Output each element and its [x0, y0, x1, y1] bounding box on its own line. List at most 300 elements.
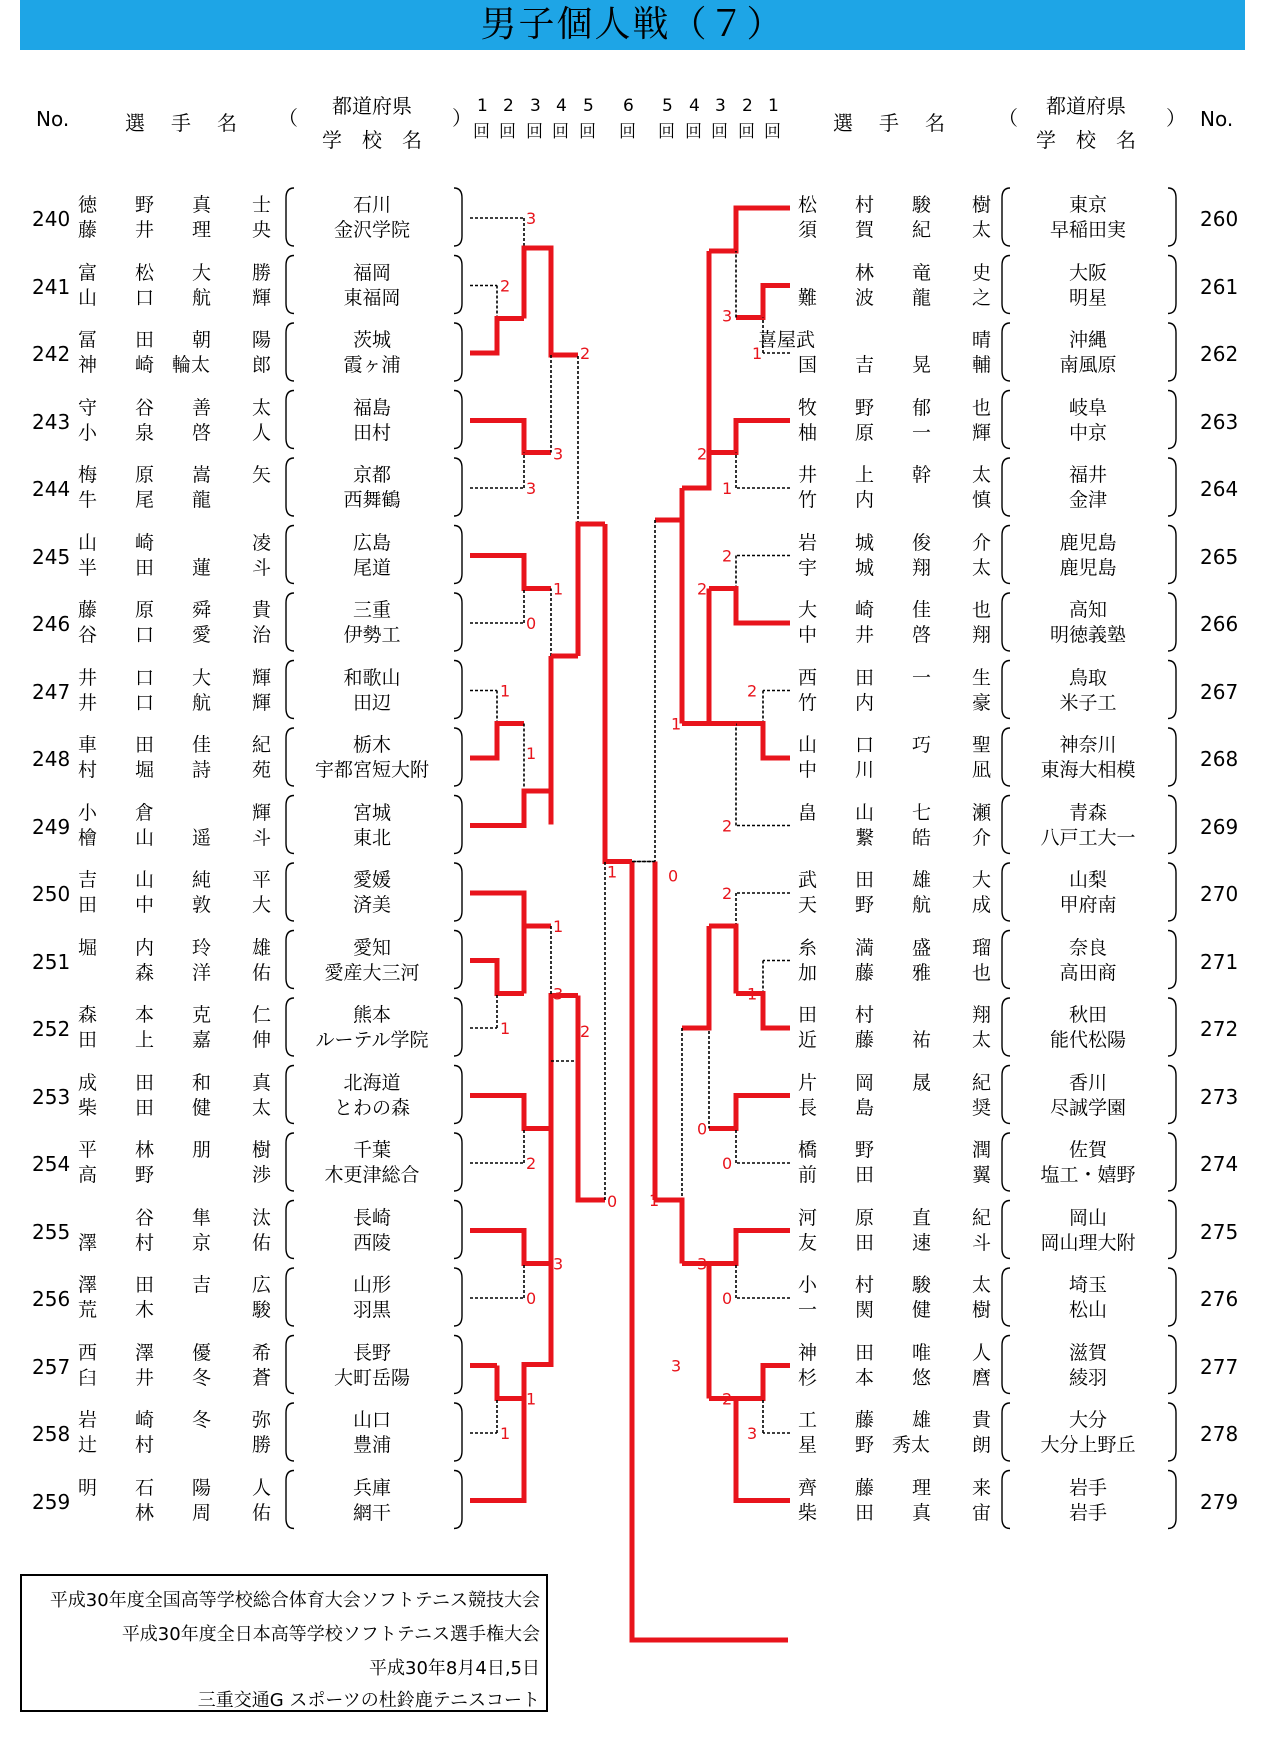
- player-name-2: 辻 村 勝: [78, 1434, 272, 1456]
- player-name-2: 神 崎 輪太 郎: [78, 354, 272, 376]
- bracket-path-right: [709, 589, 790, 624]
- player-number: 256: [32, 1287, 71, 1311]
- player-number: 271: [1200, 949, 1239, 974]
- header-paren-open-left: （: [278, 106, 298, 130]
- paren-bracket: [454, 458, 462, 516]
- player-school: ルーテル学院: [315, 1029, 429, 1051]
- player-name-1: 松 村 駿 樹: [798, 194, 992, 216]
- player-prefecture: 広島: [352, 531, 391, 554]
- player-school: 羽黒: [352, 1299, 391, 1321]
- player-name-2: 林 周 佑: [135, 1501, 272, 1524]
- player-name-2: 牛 尾 龍: [78, 489, 212, 511]
- info-line-1: 平成30年度全国高等学校総合体育大会ソフトテニス競技大会: [49, 1590, 540, 1611]
- paren-bracket: [454, 931, 462, 989]
- score-left: 1: [526, 744, 537, 763]
- player-prefecture: 宮城: [352, 801, 391, 824]
- paren-bracket: [1168, 593, 1176, 651]
- player-name-2: 加 藤 雅 也: [798, 961, 992, 984]
- player-prefecture: 愛媛: [352, 869, 391, 891]
- header-paren-close-right: ）: [1166, 106, 1186, 130]
- player-number: 265: [1200, 544, 1239, 569]
- round-number-left-1: 2: [503, 96, 514, 116]
- round-kanji-left-2: 回: [526, 122, 543, 142]
- paren-bracket: [1002, 931, 1010, 989]
- bracket-path-right: [709, 421, 790, 453]
- paren-bracket: [1002, 998, 1010, 1056]
- player-name-2: 繋 皓 介: [855, 826, 992, 849]
- player-number: 279: [1200, 1489, 1239, 1514]
- round-number-left-2: 3: [530, 96, 541, 116]
- paren-bracket: [286, 1336, 294, 1394]
- player-number: 278: [1200, 1422, 1239, 1446]
- paren-bracket: [1168, 188, 1176, 246]
- score-right: 1: [747, 984, 758, 1004]
- paren-bracket: [286, 931, 294, 989]
- score-right: 0: [722, 1154, 733, 1173]
- player-name-1: 小 村 駿 太: [798, 1274, 992, 1296]
- player-name-1: 山 崎 凌: [78, 531, 272, 554]
- player-name-2: 谷 口 愛 治: [78, 624, 272, 646]
- paren-bracket: [1002, 1403, 1010, 1461]
- player-number: 244: [32, 477, 71, 501]
- player-name-2: 山 口 航 輝: [78, 286, 272, 309]
- score-left: 3: [553, 1254, 564, 1274]
- score-right: 2: [747, 681, 758, 701]
- round-kanji-right-0: 回: [658, 122, 675, 142]
- round-number-right-0: 5: [662, 96, 673, 116]
- player-school: 金沢学院: [333, 219, 410, 241]
- paren-bracket: [1168, 863, 1176, 921]
- player-name-2: 星 野 秀太 朗: [798, 1434, 992, 1456]
- player-name-2: 澤 村 京 佑: [78, 1231, 272, 1254]
- score-right: 0: [668, 866, 679, 886]
- score-left: 1: [500, 681, 511, 701]
- player-school: 岡山理大附: [1040, 1231, 1136, 1254]
- player-name-1: 小 倉 輝: [78, 801, 272, 824]
- player-number: 272: [1200, 1017, 1239, 1041]
- player-name-1: 河 原 直 紀: [798, 1206, 992, 1229]
- bracket-path: [470, 961, 524, 994]
- player-name-1: 牧 野 郁 也: [798, 396, 992, 419]
- player-name-2: 宇 城 翔 太: [798, 556, 992, 579]
- player-prefecture: 山梨: [1068, 869, 1107, 891]
- score-right: 2: [697, 579, 708, 599]
- paren-bracket: [1002, 188, 1010, 246]
- score-right: 1: [752, 344, 763, 363]
- bracket-path-right: [655, 488, 682, 520]
- player-name-2: 中 井 啓 翔: [798, 624, 992, 646]
- header-no-right: No.: [1200, 107, 1234, 131]
- bracket-path-right: [709, 1096, 790, 1129]
- player-number: 248: [32, 747, 71, 771]
- paren-bracket: [454, 1066, 462, 1124]
- paren-bracket: [286, 1066, 294, 1124]
- bracket-path: [470, 1096, 551, 1129]
- player-prefecture: 大阪: [1068, 261, 1107, 284]
- player-prefecture: 長崎: [352, 1206, 391, 1229]
- player-school: 早稲田実: [1049, 219, 1126, 241]
- player-number: 252: [32, 1017, 71, 1041]
- paren-bracket: [454, 323, 462, 381]
- player-name-1: 吉 山 純 平: [78, 869, 272, 891]
- round-kanji-left-4: 回: [579, 122, 596, 142]
- header-school-right: 学 校 名: [1036, 128, 1136, 152]
- player-name-2: 半 田 蓮 斗: [78, 556, 272, 579]
- player-prefecture: 滋賀: [1068, 1341, 1107, 1364]
- player-name-2: 小 泉 啓 人: [78, 421, 272, 444]
- player-number: 247: [32, 679, 71, 704]
- player-number: 263: [1200, 409, 1239, 434]
- paren-bracket: [454, 526, 462, 584]
- paren-bracket: [286, 1268, 294, 1326]
- paren-bracket: [286, 323, 294, 381]
- player-name-1: 齊 藤 理 来: [798, 1476, 992, 1499]
- paren-bracket: [1002, 391, 1010, 449]
- paren-bracket: [454, 1471, 462, 1529]
- score-right: 2: [697, 444, 708, 464]
- player-prefecture: 福井: [1068, 464, 1107, 486]
- player-prefecture: 山形: [352, 1274, 391, 1296]
- player-name-1: 喜屋武 晴: [758, 329, 992, 351]
- bracket-path-right: [632, 520, 655, 862]
- player-name-2: 前 田 翼: [798, 1164, 992, 1186]
- player-name-1: 梅 原 嵩 矢: [78, 464, 272, 486]
- paren-bracket: [1002, 1268, 1010, 1326]
- player-name-2: 田 上 嘉 伸: [78, 1029, 272, 1051]
- paren-bracket: [1002, 526, 1010, 584]
- bracket-path-right: [736, 1366, 790, 1399]
- round-number-left-4: 5: [583, 96, 594, 116]
- player-prefecture: 埼玉: [1068, 1274, 1107, 1296]
- paren-bracket: [454, 863, 462, 921]
- score-left: 0: [607, 1192, 618, 1211]
- player-name-1: 工 藤 雄 貴: [798, 1409, 992, 1431]
- player-number: 266: [1200, 612, 1239, 636]
- player-name-1: 守 谷 善 太: [78, 396, 272, 419]
- score-right: 2: [722, 546, 733, 566]
- player-name-1: 平 林 朋 樹: [78, 1139, 272, 1161]
- player-prefecture: 沖縄: [1068, 329, 1107, 351]
- score-left: 3: [526, 209, 537, 228]
- player-number: 257: [32, 1354, 71, 1379]
- player-number: 261: [1200, 274, 1239, 299]
- player-number: 249: [32, 814, 71, 839]
- paren-bracket: [454, 728, 462, 786]
- paren-bracket: [1002, 323, 1010, 381]
- paren-bracket: [454, 796, 462, 854]
- player-prefecture: 北海道: [343, 1071, 401, 1094]
- player-name-2: 竹 内 豪: [798, 691, 992, 714]
- player-school: 塩工・嬉野: [1040, 1164, 1136, 1186]
- paren-bracket: [1002, 1066, 1010, 1124]
- paren-bracket: [1002, 1201, 1010, 1259]
- player-name-2: 井 口 航 輝: [78, 691, 272, 714]
- paren-bracket: [1168, 1403, 1176, 1461]
- player-school: 西陵: [352, 1231, 391, 1254]
- player-number: 253: [32, 1084, 71, 1109]
- player-prefecture: 茨城: [352, 329, 391, 351]
- player-school: 木更津総合: [324, 1164, 420, 1186]
- round-kanji-left-0: 回: [473, 122, 490, 142]
- header-pref-left: 都道府県: [332, 94, 412, 118]
- player-number: 255: [32, 1219, 71, 1244]
- player-prefecture: 長野: [352, 1341, 391, 1364]
- player-name-1: 片 岡 晟 紀: [798, 1071, 992, 1094]
- paren-bracket: [1168, 1133, 1176, 1191]
- score-left: 2: [580, 1022, 591, 1041]
- player-number: 250: [32, 882, 71, 906]
- header-no-left: No.: [36, 107, 70, 131]
- info-line-3: 平成30年8月4日,5日: [369, 1658, 540, 1679]
- paren-bracket: [454, 593, 462, 651]
- player-name-2: 柴 田 真 宙: [798, 1501, 992, 1524]
- score-right: 3: [671, 1356, 682, 1376]
- player-school: 尽誠学園: [1049, 1096, 1126, 1119]
- player-prefecture: 鹿児島: [1059, 531, 1117, 554]
- player-school: 南風原: [1059, 354, 1117, 376]
- paren-bracket: [1002, 593, 1010, 651]
- round-number-center-0: 6: [623, 96, 634, 116]
- player-name-1: 岩 崎 冬 弥: [78, 1409, 272, 1431]
- bracket-path-right: [709, 1231, 790, 1264]
- score-right: 2: [722, 816, 733, 836]
- player-school: 東海大相模: [1040, 759, 1136, 781]
- paren-bracket: [286, 796, 294, 854]
- paren-bracket: [454, 1268, 462, 1326]
- player-school: 田村: [352, 421, 391, 444]
- player-school: 高田商: [1059, 961, 1117, 984]
- player-prefecture: 岩手: [1068, 1476, 1107, 1499]
- player-prefecture: 栃木: [352, 734, 391, 756]
- paren-bracket: [454, 1133, 462, 1191]
- player-number: 270: [1200, 882, 1239, 906]
- player-school: 明徳義塾: [1049, 624, 1126, 646]
- player-number: 251: [32, 949, 71, 974]
- player-name-2: 田 中 敦 大: [78, 894, 272, 916]
- player-number: 277: [1200, 1354, 1239, 1379]
- player-prefecture: 東京: [1068, 194, 1107, 216]
- bracket-path-right: [736, 724, 790, 759]
- page-title: 男子個人戦（７）: [480, 4, 785, 45]
- bracket-path-right: [736, 994, 790, 1029]
- paren-bracket: [1002, 256, 1010, 314]
- header-pref-right: 都道府県: [1046, 94, 1126, 118]
- player-name-2: 天 野 航 成: [798, 894, 992, 916]
- player-prefecture: 京都: [352, 464, 391, 486]
- player-name-1: 澤 田 吉 広: [78, 1274, 272, 1296]
- bracket-path: [470, 724, 524, 759]
- player-prefecture: 兵庫: [352, 1476, 391, 1499]
- player-prefecture: 三重: [352, 599, 391, 621]
- player-number: 242: [32, 342, 71, 366]
- paren-bracket: [454, 1336, 462, 1394]
- player-number: 269: [1200, 814, 1239, 839]
- player-school: 尾道: [352, 556, 391, 579]
- player-name-2: 高 野 渉: [78, 1164, 272, 1186]
- round-kanji-right-3: 回: [738, 122, 755, 142]
- paren-bracket: [1168, 931, 1176, 989]
- paren-bracket: [1168, 1471, 1176, 1529]
- player-school: 明星: [1068, 286, 1107, 309]
- player-name-1: 明 石 陽 人: [78, 1476, 272, 1499]
- player-number: 268: [1200, 747, 1239, 771]
- player-school: 甲府南: [1059, 894, 1117, 916]
- player-school: 伊勢工: [343, 624, 401, 646]
- bracket-path: [524, 1264, 551, 1399]
- player-name-2: 友 田 速 斗: [798, 1231, 992, 1254]
- score-right: 0: [697, 1119, 708, 1139]
- paren-bracket: [1002, 458, 1010, 516]
- bracket-path-right: [682, 926, 709, 1028]
- paren-bracket: [1002, 728, 1010, 786]
- score-left: 0: [526, 614, 537, 633]
- paren-bracket: [286, 593, 294, 651]
- paren-bracket: [1168, 391, 1176, 449]
- round-number-right-4: 1: [768, 96, 779, 116]
- paren-bracket: [1168, 998, 1176, 1056]
- player-number: 273: [1200, 1084, 1239, 1109]
- player-name-1: 森 本 克 仁: [78, 1004, 272, 1026]
- round-kanji-left-1: 回: [499, 122, 516, 142]
- player-school: 東福岡: [343, 286, 401, 309]
- bracket-path: [470, 1399, 524, 1501]
- paren-bracket: [1168, 1201, 1176, 1259]
- player-school: 能代松陽: [1049, 1029, 1126, 1051]
- paren-bracket: [286, 1201, 294, 1259]
- player-number: 259: [32, 1489, 71, 1514]
- player-name-2: 柴 田 健 太: [78, 1096, 272, 1119]
- header-paren-open-right: （: [998, 106, 1018, 130]
- header-player-right: 選 手 名: [833, 111, 948, 135]
- player-prefecture: 奈良: [1068, 936, 1107, 959]
- player-number: 245: [32, 544, 71, 569]
- paren-bracket: [286, 526, 294, 584]
- player-school: 東北: [352, 826, 391, 849]
- score-right: 1: [722, 479, 733, 498]
- bracket-path: [524, 248, 578, 355]
- paren-bracket: [286, 863, 294, 921]
- player-school: 八戸工大一: [1040, 826, 1136, 849]
- bracket-path: [470, 791, 551, 826]
- player-name-1: 林 竜 史: [855, 261, 992, 284]
- score-right: 3: [722, 306, 733, 326]
- player-prefecture: 秋田: [1068, 1004, 1107, 1026]
- score-left: 1: [607, 862, 618, 882]
- paren-bracket: [286, 1133, 294, 1191]
- player-school: 米子工: [1059, 691, 1117, 714]
- player-name-2: 荒 木 駿: [78, 1299, 272, 1321]
- player-number: 264: [1200, 477, 1239, 501]
- player-number: 241: [32, 274, 71, 299]
- player-name-2: 杉 本 悠 麿: [798, 1366, 992, 1389]
- paren-bracket: [1168, 1066, 1176, 1124]
- player-school: 霞ヶ浦: [343, 354, 401, 376]
- player-prefecture: 神奈川: [1059, 734, 1117, 756]
- player-name-2: 難 波 龍 之: [798, 286, 992, 309]
- score-left: 1: [553, 917, 564, 936]
- player-name-1: 武 田 雄 大: [798, 869, 992, 891]
- paren-bracket: [286, 728, 294, 786]
- score-right: 1: [649, 1191, 660, 1210]
- paren-bracket: [1168, 1336, 1176, 1394]
- score-left: 1: [500, 1019, 511, 1038]
- player-name-1: 田 村 翔: [798, 1004, 992, 1026]
- player-name-2: 檜 山 遥 斗: [78, 826, 272, 849]
- player-prefecture: 福島: [352, 396, 391, 419]
- player-name-1: 神 田 唯 人: [798, 1341, 992, 1364]
- paren-bracket: [286, 391, 294, 449]
- player-name-1: 岩 城 俊 介: [798, 531, 992, 554]
- player-name-2: 一 関 健 樹: [798, 1299, 992, 1321]
- paren-bracket: [454, 391, 462, 449]
- bracket-path: [578, 524, 605, 656]
- paren-bracket: [1002, 1133, 1010, 1191]
- paren-bracket: [454, 1201, 462, 1259]
- paren-bracket: [454, 256, 462, 314]
- paren-bracket: [454, 1403, 462, 1461]
- score-right: 3: [697, 1254, 708, 1274]
- player-name-2: 国 吉 晃 輔: [798, 354, 992, 376]
- player-prefecture: 愛知: [352, 936, 391, 959]
- score-left: 3: [553, 984, 564, 1004]
- bracket-path-right: [709, 589, 736, 724]
- player-name-1: 藤 原 舜 貴: [78, 599, 272, 621]
- score-left: 1: [553, 579, 564, 599]
- player-school: 金津: [1068, 489, 1107, 511]
- round-number-right-2: 3: [715, 96, 726, 116]
- bracket-path: [470, 319, 524, 354]
- player-name-1: 井 口 大 輝: [78, 666, 272, 689]
- player-school: 綾羽: [1068, 1366, 1107, 1389]
- paren-bracket: [1002, 1471, 1010, 1529]
- info-line-2: 平成30年度全日本高等学校ソフトテニス選手権大会: [121, 1624, 540, 1645]
- paren-bracket: [1168, 526, 1176, 584]
- paren-bracket: [1168, 796, 1176, 854]
- paren-bracket: [286, 188, 294, 246]
- player-prefecture: 和歌山: [343, 666, 401, 689]
- score-right: 1: [671, 714, 682, 734]
- paren-bracket: [286, 458, 294, 516]
- round-number-right-3: 2: [742, 96, 753, 116]
- player-school: 豊浦: [352, 1434, 391, 1456]
- round-kanji-right-1: 回: [685, 122, 702, 142]
- round-number-left-3: 4: [556, 96, 567, 116]
- player-prefecture: 石川: [352, 194, 391, 216]
- player-number: 246: [32, 612, 71, 636]
- player-prefecture: 熊本: [352, 1004, 391, 1026]
- score-left: 0: [526, 1289, 537, 1308]
- player-prefecture: 青森: [1068, 801, 1107, 824]
- player-number: 260: [1200, 207, 1239, 231]
- paren-bracket: [286, 256, 294, 314]
- bracket-path: [470, 893, 551, 926]
- player-school: 大町岳陽: [333, 1366, 410, 1389]
- player-number: 243: [32, 409, 71, 434]
- paren-bracket: [1002, 661, 1010, 719]
- paren-bracket: [1168, 661, 1176, 719]
- bracket-path: [470, 421, 551, 453]
- player-number: 262: [1200, 342, 1239, 366]
- player-school: とわの森: [333, 1096, 410, 1119]
- score-left: 3: [553, 444, 564, 464]
- score-right: 2: [722, 1389, 733, 1409]
- paren-bracket: [286, 1471, 294, 1529]
- player-name-1: 山 口 巧 聖: [798, 734, 992, 756]
- player-name-1: 谷 隼 汰: [135, 1206, 272, 1229]
- player-name-2: 須 賀 紀 太: [798, 219, 992, 241]
- player-school: 済美: [352, 894, 391, 916]
- player-name-1: 成 田 和 真: [78, 1071, 272, 1094]
